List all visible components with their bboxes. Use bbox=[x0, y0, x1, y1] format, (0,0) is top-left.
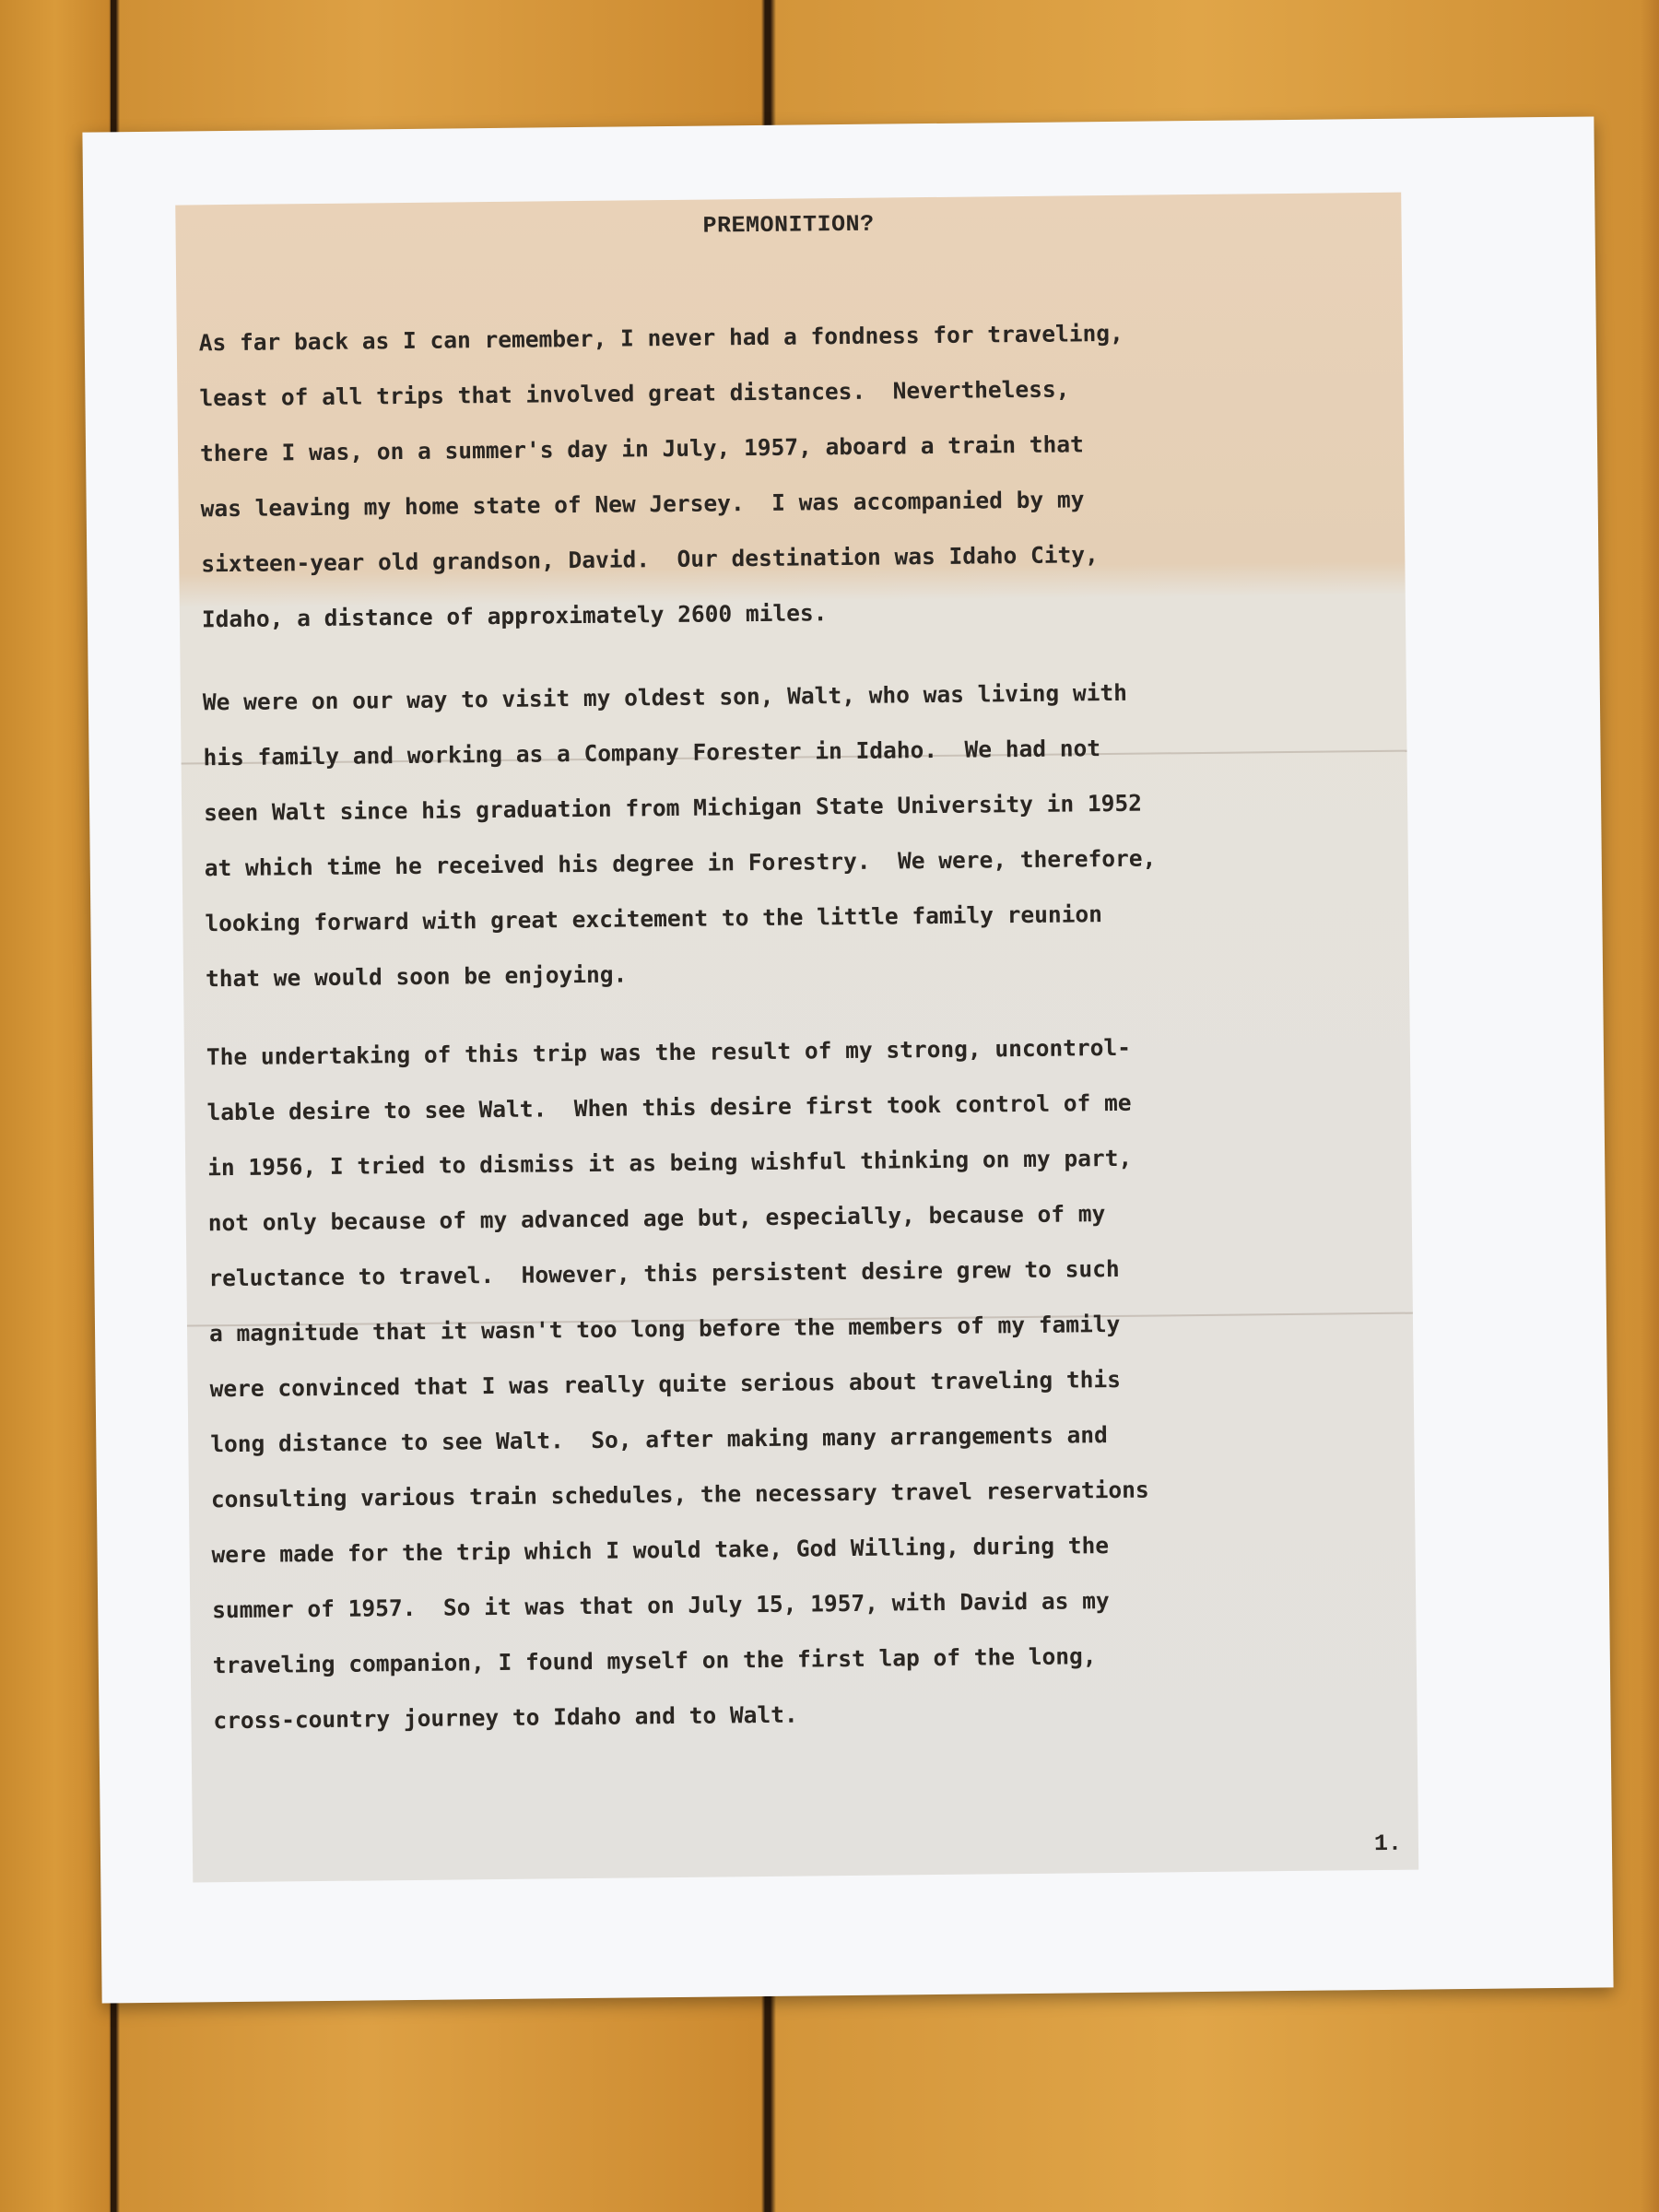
paragraph-1: As far back as I can remember, I never had a fondness for traveling, least of all trips that involved great distances. Nevertheless, there I was, on a summer's day in July, 1957, aboard a train that was leaving my home state of New Jersey. I was accompanied by my sixteen-year old grandson, David. Our destination was Idaho City, Idaho, a distance of approximately 2600 miles. bbox=[198, 319, 1124, 633]
page-number: 1. bbox=[1373, 1830, 1403, 1858]
page-title: PREMONITION? bbox=[702, 210, 875, 240]
typed-page bbox=[175, 193, 1418, 1883]
paragraph-2: We were on our way to visit my oldest son, Walt, who was living with his family and working as a Company Forester in Idaho. We had not seen Walt since his graduation from Michigan State University in 1952 at which time he received his degree in Forestry. We were, therefore, looking forward with great excitement to the little family reunion that we would soon be enjoying. bbox=[202, 678, 1157, 993]
paragraph-3: The undertaking of this trip was the result of my strong, uncontrol- lable desire to see Walt. When this desire first took control of me in 1956, I tried to dismiss it as being wishful thinking on my part, not only because of my advanced age but, especially, because of my reluctance to travel. However, this persistent desire grew to such a magnitude that it wasn't too long before the members of my family were convinced that I was really quite serious about traveling this long distance to see Walt. So, after making many arrangements and consulting various train schedules, the necessary travel reservations were made for the trip which I would take, God Willing, during the summer of 1957. So it was that on July 15, 1957, with David as my traveling companion, I found myself on the first lap of the long, cross-country journey to Idaho and to Walt. bbox=[206, 1033, 1149, 1735]
paper-sheet bbox=[82, 116, 1613, 2003]
